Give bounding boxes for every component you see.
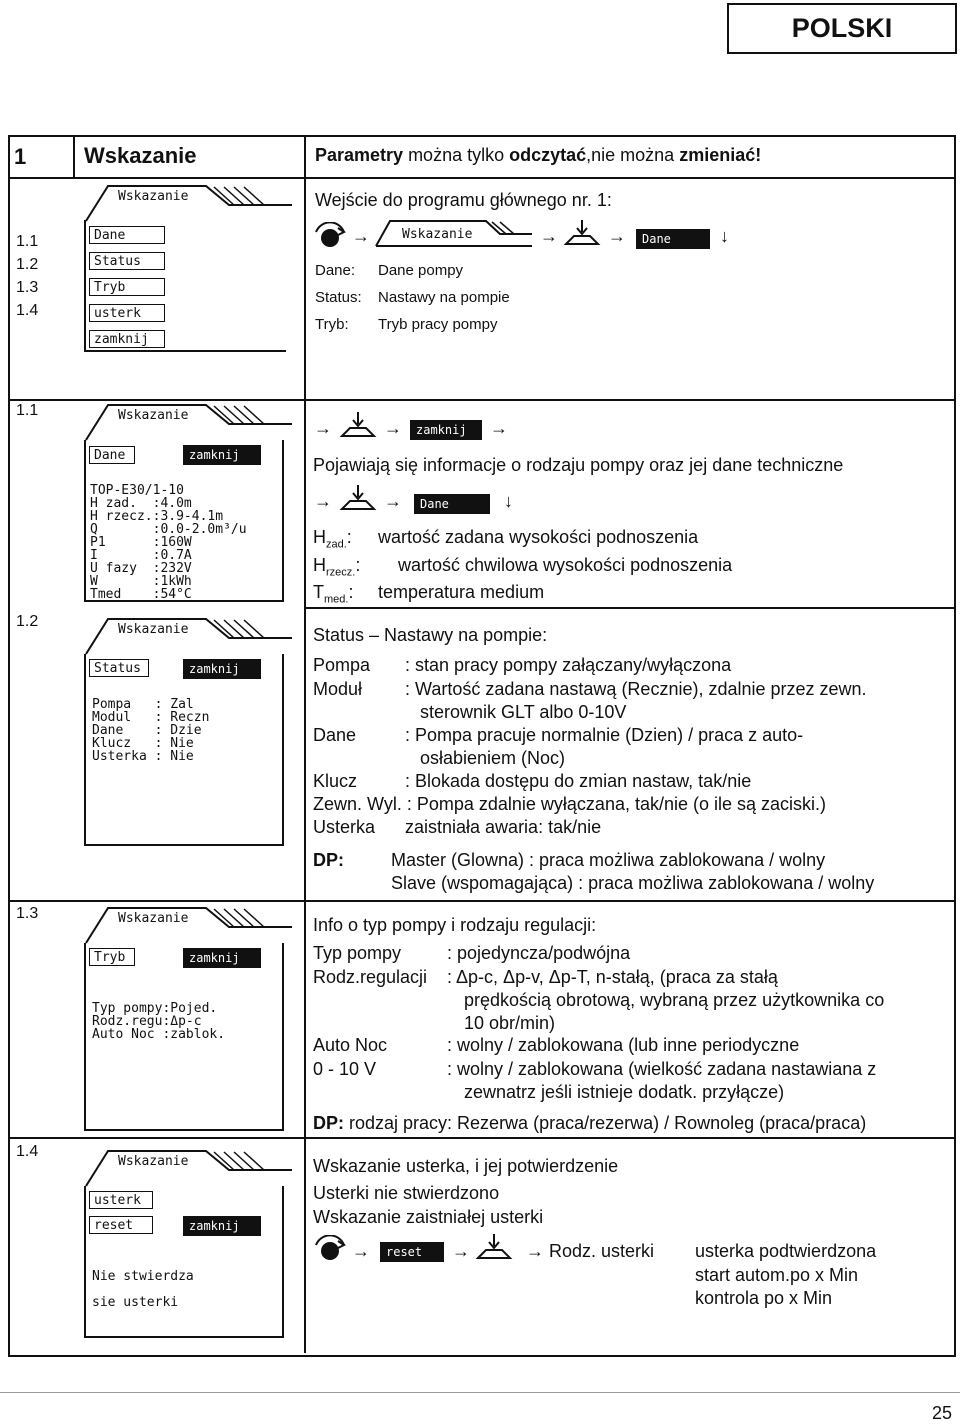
row-value: : pojedyncza/podwójna <box>447 943 631 963</box>
arrow-icon: → <box>314 418 332 438</box>
param-desc: temperatura medium <box>378 582 545 602</box>
zamknij-button[interactable]: zamknij <box>183 948 261 968</box>
section-number: 1.3 <box>16 905 39 922</box>
def-key: Status: <box>315 289 362 306</box>
press-knob-icon <box>562 218 602 248</box>
zamknij-button[interactable]: zamknij <box>183 1216 261 1236</box>
arrow-icon: → <box>352 226 370 246</box>
row-key: 0 - 10 V <box>313 1059 377 1079</box>
knob-icon <box>312 222 348 250</box>
row-key: Rodz.regulacji <box>313 967 428 987</box>
row-value: : Pompa pracuje normalnie (Dzien) / praca z auto- <box>405 725 804 745</box>
inline-tab-label: Wskazanie <box>402 227 473 242</box>
screen-tab-label: Wskazanie <box>118 911 189 926</box>
usterk-note: usterka podtwierdzona <box>695 1241 877 1261</box>
usterk-note: kontrola po x Min <box>695 1288 833 1308</box>
section-number: 1.4 <box>16 1143 39 1160</box>
dane-button[interactable]: Dane <box>636 229 710 249</box>
screen-tab-label: Wskazanie <box>118 1154 189 1169</box>
row-value: : Δp-c, Δp-v, Δp-T, n-stałą, (praca za stałą <box>447 967 778 987</box>
dp-label: DP: <box>313 850 344 870</box>
def-key: Dane: <box>315 262 356 279</box>
usterk-readout: Nie stwierdza sie usterki <box>92 1269 194 1310</box>
arrow-icon: → <box>352 1241 370 1261</box>
screen-tab-label: Wskazanie <box>118 189 189 204</box>
row-cont: prędkością obrotową, wybraną przez użytkownika co <box>464 990 885 1010</box>
arrow-icon: → <box>384 418 402 438</box>
arrow-icon: → <box>540 226 558 246</box>
screen-tab-frame <box>84 905 294 945</box>
menu-item-zamknij[interactable]: zamknij <box>89 330 165 348</box>
zamknij-button[interactable]: zamknij <box>183 659 261 679</box>
def-value: Dane pompy <box>378 262 464 279</box>
row-value: zaistniała awaria: tak/nie <box>405 817 602 837</box>
row-key: Klucz <box>313 771 358 791</box>
def-value: Nastawy na pompie <box>378 289 510 306</box>
dane-button[interactable]: Dane <box>414 494 490 514</box>
intro-text: Wejście do programu głównego nr. 1: <box>315 190 612 210</box>
def-value: Tryb pracy pompy <box>378 316 498 333</box>
row-full: Zewn. Wyl. : Pompa zdalnie wyłączana, tak/nie (o ile są zaciski.) <box>313 794 827 814</box>
info-text: Pojawiają się informacje o rodzaju pompy oraz jej dane techniczne <box>313 455 844 475</box>
dp-master: Master (Glowna) : praca możliwa zablokowana / wolny <box>391 850 826 870</box>
zamknij-button[interactable]: zamknij <box>410 420 482 440</box>
row-cont: sterownik GLT albo 0-10V <box>420 702 627 722</box>
param-row: $H_{rzecz.}$: <box>313 555 361 579</box>
tryb-heading: Info o typ pompy i rodzaju regulacji: <box>313 915 597 935</box>
page-number: 25 <box>931 1403 952 1423</box>
param-row: $T_{med.}$: <box>313 582 354 606</box>
menu-item-usterk[interactable]: usterk <box>89 304 165 322</box>
section-number: 1.1 <box>16 402 39 419</box>
row-cont: osłabieniem (Noc) <box>420 748 566 768</box>
row-key: Usterka <box>313 817 376 837</box>
screen-tab-frame <box>84 402 294 442</box>
tryb-readout: Typ pompy:Pojed. Rodz.regu:Δp-c Auto Noc :zablok. <box>92 1001 226 1042</box>
down-arrow-icon: ↓ <box>720 226 729 246</box>
def-key: Tryb: <box>315 316 349 333</box>
pump-data-readout: TOP-E30/1-10 H zad. :4.0m H rzecz.:3.9-4.1m Q :0.0-2.0m³/u P1 :160W I :0.7A U fazy :232V W :1kWh Tmed :54°C <box>90 483 247 602</box>
row-value: : Wartość zadana nastawą (Recznie), zdalnie przez zewn. <box>405 679 867 699</box>
row-key: Pompa <box>313 655 371 675</box>
press-knob-icon <box>474 1232 514 1262</box>
screen-tab-label: Wskazanie <box>118 622 189 637</box>
menu-item-tryb[interactable]: Tryb <box>89 278 165 296</box>
row-key: Typ pompy <box>313 943 402 963</box>
row-key: Moduł <box>313 679 363 699</box>
usterk-line: Wskazanie zaistniałej usterki <box>313 1207 544 1227</box>
menu-item-dane[interactable]: Dane <box>89 226 165 244</box>
row-key: Dane <box>313 725 357 745</box>
knob-icon <box>312 1235 348 1263</box>
down-arrow-icon: ↓ <box>504 491 513 511</box>
status-heading: Status – Nastawy na pompie: <box>313 625 548 645</box>
language-label: POLSKI <box>727 3 957 54</box>
arrow-icon: → <box>452 1241 470 1261</box>
menu-item-status[interactable]: Status <box>89 252 165 270</box>
section-note: Parametry można tylko odczytać,nie można zmieniać! <box>315 145 762 165</box>
usterk-line: Usterki nie stwierdzono <box>313 1183 500 1203</box>
row-value: : Blokada dostępu do zmian nastaw, tak/nie <box>405 771 752 791</box>
status-readout: Pompa : Zal Modul : Reczn Dane : Dzie Klucz : Nie Usterka : Nie <box>92 697 210 764</box>
press-knob-icon <box>338 483 378 513</box>
rodz-usterki: → Rodz. usterki <box>526 1241 655 1261</box>
arrow-icon: → <box>314 491 332 511</box>
zamknij-button[interactable]: zamknij <box>183 445 261 465</box>
screen-tab-frame <box>84 183 294 223</box>
reset-tab[interactable]: reset <box>89 1216 153 1234</box>
param-desc: wartość chwilowa wysokości podnoszenia <box>398 555 733 575</box>
arrow-icon: → <box>608 226 626 246</box>
section-title: Wskazanie <box>84 143 197 168</box>
row-cont: 10 obr/min) <box>464 1013 556 1033</box>
arrow-icon: → <box>384 491 402 511</box>
section-number: 1 <box>14 144 27 169</box>
usterk-note: start autom.po x Min <box>695 1265 859 1285</box>
screen-tab-label: Wskazanie <box>118 408 189 423</box>
tryb-tab[interactable]: Tryb <box>89 948 135 966</box>
usterk-line: Wskazanie usterka, i jej potwierdzenie <box>313 1156 619 1176</box>
footer-divider <box>0 1392 960 1393</box>
reset-button[interactable]: reset <box>380 1242 444 1262</box>
row-value: : stan pracy pompy załączany/wyłączona <box>405 655 732 675</box>
screen-tab-frame <box>84 616 294 656</box>
press-knob-icon <box>338 410 378 440</box>
dp-row: DP: rodzaj pracy: Rezerwa (praca/rezerwa) / Rownoleg (praca/praca) <box>313 1113 867 1133</box>
section-number: 1.2 <box>16 613 39 630</box>
screen-tab-frame <box>84 1148 294 1188</box>
usterk-tab[interactable]: usterk <box>89 1191 153 1209</box>
dp-slave: Slave (wspomagająca) : praca możliwa zablokowana / wolny <box>391 873 875 893</box>
row-key: Auto Noc <box>313 1035 388 1055</box>
dane-tab[interactable]: Dane <box>89 446 135 464</box>
arrow-icon: → <box>490 418 508 438</box>
row-value: : wolny / zablokowana (wielkość zadana nastawiana z <box>447 1059 877 1079</box>
status-tab[interactable]: Status <box>89 659 149 677</box>
row-cont: zewnatrz jeśli istnieje dodatk. przyłącze) <box>464 1082 785 1102</box>
row-value: : wolny / zablokowana (lub inne periodyczne <box>447 1035 800 1055</box>
param-desc: wartość zadana wysokości podnoszenia <box>378 527 699 547</box>
section-numbers-group: 1.1 1.2 1.3 1.4 <box>16 233 39 319</box>
param-row: $H_{zad.}$: <box>313 527 352 551</box>
